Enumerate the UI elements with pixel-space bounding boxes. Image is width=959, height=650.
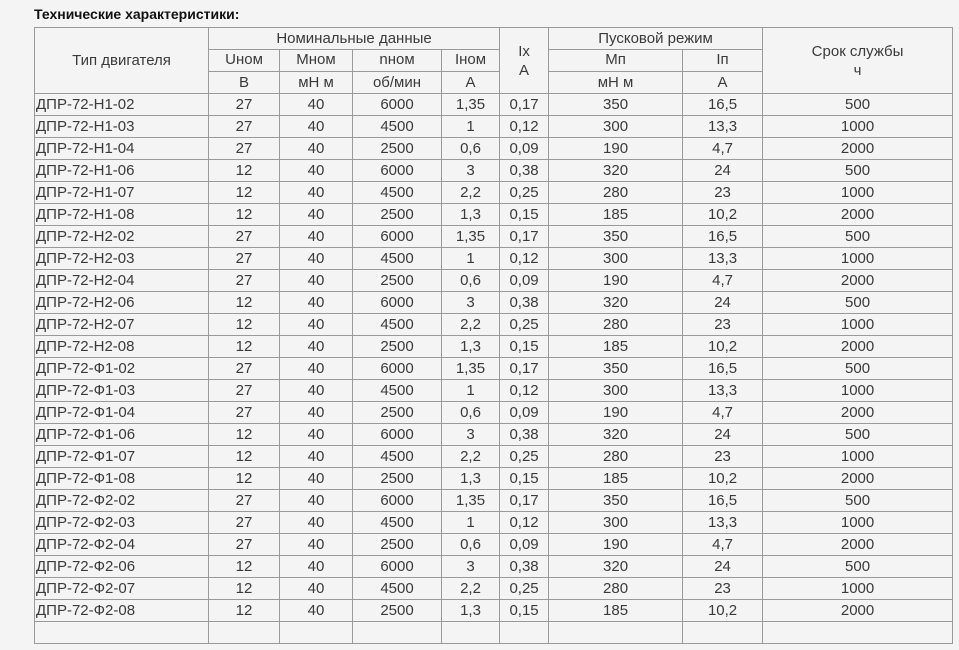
cell-n-nom: 2500: [353, 138, 442, 160]
cell-i-p: 23: [683, 314, 763, 336]
header-life: [763, 28, 953, 94]
cell-u-nom: 27: [209, 116, 280, 138]
cell-n-nom: 2500: [353, 204, 442, 226]
cell-life: 1000: [763, 314, 953, 336]
cell-m-nom: 40: [280, 424, 353, 446]
cell-n-nom: 4500: [353, 248, 442, 270]
cell-u-nom: 27: [209, 94, 280, 116]
cell-i-nom: 1,35: [442, 226, 500, 248]
cell-i-p: 16,5: [683, 94, 763, 116]
cell-i-p: 10,2: [683, 204, 763, 226]
cell-u-nom: 27: [209, 226, 280, 248]
cell-i-nom: 3: [442, 556, 500, 578]
cell-m-p: 280: [549, 578, 683, 600]
cell-m-nom: 40: [280, 138, 353, 160]
cell-u-nom: 12: [209, 182, 280, 204]
cell-n-nom: 6000: [353, 490, 442, 512]
cell-ix: 0,12: [500, 116, 549, 138]
cell-m-nom: 40: [280, 204, 353, 226]
footer-cell: [35, 622, 209, 644]
cell-n-nom: 6000: [353, 94, 442, 116]
cell-ix: 0,12: [500, 512, 549, 534]
cell-i-p: 16,5: [683, 358, 763, 380]
cell-ix: 0,25: [500, 182, 549, 204]
header-n-nom-unit: об/мин: [353, 72, 442, 94]
cell-ix: 0,15: [500, 600, 549, 622]
cell-m-p: 190: [549, 534, 683, 556]
cell-m-nom: 40: [280, 226, 353, 248]
cell-m-p: 280: [549, 314, 683, 336]
cell-type: ДПР-72-Н1-02: [35, 94, 209, 116]
cell-n-nom: 2500: [353, 534, 442, 556]
header-ix-name: Ix: [518, 42, 530, 60]
cell-m-p: 350: [549, 490, 683, 512]
cell-u-nom: 12: [209, 578, 280, 600]
footer-cell: [683, 622, 763, 644]
cell-m-nom: 40: [280, 358, 353, 380]
table-row: [35, 336, 953, 358]
cell-i-p: 23: [683, 578, 763, 600]
cell-n-nom: 4500: [353, 182, 442, 204]
cell-n-nom: 2500: [353, 600, 442, 622]
cell-i-p: 24: [683, 160, 763, 182]
cell-i-nom: 2,2: [442, 314, 500, 336]
cell-ix: 0,25: [500, 314, 549, 336]
cell-u-nom: 12: [209, 292, 280, 314]
cell-type: ДПР-72-Н2-08: [35, 336, 209, 358]
cell-u-nom: 27: [209, 358, 280, 380]
cell-ix: 0,17: [500, 226, 549, 248]
cell-m-nom: 40: [280, 314, 353, 336]
cell-n-nom: 6000: [353, 424, 442, 446]
cell-m-nom: 40: [280, 468, 353, 490]
cell-m-nom: 40: [280, 248, 353, 270]
cell-i-p: 16,5: [683, 226, 763, 248]
header-life-unit: ч: [853, 61, 862, 79]
cell-i-p: 24: [683, 292, 763, 314]
cell-ix: 0,15: [500, 336, 549, 358]
cell-u-nom: 27: [209, 248, 280, 270]
table-row: [35, 138, 953, 160]
cell-u-nom: 12: [209, 446, 280, 468]
cell-u-nom: 27: [209, 138, 280, 160]
cell-n-nom: 4500: [353, 446, 442, 468]
cell-i-p: 4,7: [683, 534, 763, 556]
table-row: [35, 424, 953, 446]
header-group-nominal: Номинальные данные: [209, 28, 500, 50]
cell-ix: 0,38: [500, 556, 549, 578]
cell-n-nom: 4500: [353, 578, 442, 600]
cell-type: ДПР-72-Ф1-07: [35, 446, 209, 468]
cell-ix: 0,09: [500, 534, 549, 556]
cell-life: 2000: [763, 336, 953, 358]
specs-table: [34, 27, 953, 644]
cell-u-nom: 12: [209, 424, 280, 446]
cell-n-nom: 6000: [353, 556, 442, 578]
cell-life: 500: [763, 424, 953, 446]
cell-ix: 0,12: [500, 380, 549, 402]
cell-i-p: 23: [683, 446, 763, 468]
footer-cell: [549, 622, 683, 644]
cell-life: 2000: [763, 270, 953, 292]
cell-i-nom: 2,2: [442, 182, 500, 204]
cell-type: ДПР-72-Н1-08: [35, 204, 209, 226]
cell-i-p: 10,2: [683, 468, 763, 490]
cell-life: 2000: [763, 138, 953, 160]
cell-i-p: 24: [683, 424, 763, 446]
cell-m-nom: 40: [280, 94, 353, 116]
cell-i-nom: 1,3: [442, 468, 500, 490]
cell-u-nom: 12: [209, 314, 280, 336]
cell-type: ДПР-72-Н2-02: [35, 226, 209, 248]
cell-ix: 0,15: [500, 468, 549, 490]
table-row: [35, 160, 953, 182]
cell-m-nom: 40: [280, 578, 353, 600]
cell-i-p: 13,3: [683, 248, 763, 270]
cell-m-p: 320: [549, 556, 683, 578]
cell-m-nom: 40: [280, 292, 353, 314]
cell-i-nom: 3: [442, 292, 500, 314]
cell-m-p: 190: [549, 138, 683, 160]
table-row: [35, 204, 953, 226]
cell-i-nom: 1: [442, 116, 500, 138]
cell-life: 1000: [763, 446, 953, 468]
cell-i-nom: 0,6: [442, 138, 500, 160]
cell-type: ДПР-72-Н2-03: [35, 248, 209, 270]
table-row: [35, 116, 953, 138]
cell-i-nom: 1: [442, 512, 500, 534]
cell-ix: 0,38: [500, 160, 549, 182]
cell-m-p: 320: [549, 160, 683, 182]
table-row: [35, 314, 953, 336]
page-title: Технические характеристики:: [34, 6, 240, 22]
cell-i-p: 4,7: [683, 138, 763, 160]
table-body: [35, 94, 953, 622]
cell-life: 1000: [763, 380, 953, 402]
cell-m-nom: 40: [280, 512, 353, 534]
cell-m-p: 350: [549, 94, 683, 116]
cell-m-p: 350: [549, 226, 683, 248]
cell-n-nom: 6000: [353, 358, 442, 380]
table-row: [35, 380, 953, 402]
cell-m-nom: 40: [280, 160, 353, 182]
header-ix: [500, 28, 549, 94]
cell-m-nom: 40: [280, 270, 353, 292]
cell-m-nom: 40: [280, 402, 353, 424]
cell-i-p: 13,3: [683, 380, 763, 402]
cell-life: 500: [763, 292, 953, 314]
header-ix-unit: A: [519, 61, 530, 79]
cell-type: ДПР-72-Н2-07: [35, 314, 209, 336]
cell-i-nom: 2,2: [442, 578, 500, 600]
cell-i-nom: 1,35: [442, 94, 500, 116]
cell-type: ДПР-72-Ф1-08: [35, 468, 209, 490]
cell-i-p: 4,7: [683, 402, 763, 424]
cell-life: 500: [763, 160, 953, 182]
cell-i-nom: 1,3: [442, 204, 500, 226]
cell-u-nom: 27: [209, 270, 280, 292]
cell-ix: 0,38: [500, 424, 549, 446]
cell-i-p: 13,3: [683, 116, 763, 138]
cell-type: ДПР-72-Ф2-08: [35, 600, 209, 622]
cell-i-nom: 2,2: [442, 446, 500, 468]
cell-life: 1000: [763, 512, 953, 534]
cell-u-nom: 27: [209, 512, 280, 534]
cell-life: 1000: [763, 248, 953, 270]
cell-type: ДПР-72-Ф2-06: [35, 556, 209, 578]
table-row: [35, 182, 953, 204]
cell-i-p: 16,5: [683, 490, 763, 512]
footer-cell: [442, 622, 500, 644]
cell-m-nom: 40: [280, 336, 353, 358]
cell-ix: 0,09: [500, 138, 549, 160]
cell-n-nom: 6000: [353, 226, 442, 248]
cell-u-nom: 27: [209, 534, 280, 556]
cell-life: 2000: [763, 468, 953, 490]
cell-n-nom: 2500: [353, 336, 442, 358]
cell-type: ДПР-72-Ф1-02: [35, 358, 209, 380]
cell-n-nom: 4500: [353, 116, 442, 138]
cell-u-nom: 27: [209, 490, 280, 512]
table-row: [35, 446, 953, 468]
cell-life: 500: [763, 490, 953, 512]
cell-i-nom: 0,6: [442, 402, 500, 424]
cell-life: 1000: [763, 116, 953, 138]
cell-ix: 0,25: [500, 578, 549, 600]
cell-i-nom: 1,3: [442, 336, 500, 358]
header-m-p-unit: мН м: [549, 72, 683, 94]
cell-i-nom: 3: [442, 160, 500, 182]
cell-m-nom: 40: [280, 490, 353, 512]
cell-m-p: 190: [549, 402, 683, 424]
cell-m-p: 185: [549, 468, 683, 490]
cell-ix: 0,17: [500, 358, 549, 380]
cell-life: 500: [763, 94, 953, 116]
cell-ix: 0,09: [500, 402, 549, 424]
table-row: [35, 402, 953, 424]
cell-m-p: 280: [549, 446, 683, 468]
cell-i-nom: 1,35: [442, 490, 500, 512]
cell-i-nom: 1: [442, 380, 500, 402]
cell-ix: 0,09: [500, 270, 549, 292]
cell-m-p: 185: [549, 204, 683, 226]
cell-type: ДПР-72-Ф2-04: [35, 534, 209, 556]
footer-cell: [280, 622, 353, 644]
footer-cell: [500, 622, 549, 644]
cell-i-p: 24: [683, 556, 763, 578]
header-i-p: Iп: [683, 50, 763, 72]
cell-ix: 0,12: [500, 248, 549, 270]
cell-ix: 0,17: [500, 490, 549, 512]
footer-cell: [353, 622, 442, 644]
cell-life: 1000: [763, 578, 953, 600]
cell-life: 500: [763, 556, 953, 578]
cell-type: ДПР-72-Ф2-03: [35, 512, 209, 534]
header-life-name: Срок службы: [811, 42, 904, 60]
cell-n-nom: 4500: [353, 512, 442, 534]
table-row: [35, 578, 953, 600]
table-row: [35, 358, 953, 380]
cell-i-nom: 0,6: [442, 534, 500, 556]
cell-n-nom: 2500: [353, 468, 442, 490]
cell-n-nom: 6000: [353, 292, 442, 314]
cell-i-p: 13,3: [683, 512, 763, 534]
cell-life: 2000: [763, 402, 953, 424]
cell-n-nom: 4500: [353, 380, 442, 402]
cell-u-nom: 12: [209, 160, 280, 182]
cell-i-nom: 1,3: [442, 600, 500, 622]
table-row: [35, 512, 953, 534]
header-type: Тип двигателя: [35, 28, 209, 94]
cell-type: ДПР-72-Ф2-07: [35, 578, 209, 600]
table-row: [35, 490, 953, 512]
cell-n-nom: 2500: [353, 270, 442, 292]
footer-cell: [763, 622, 953, 644]
header-row-1: [35, 28, 953, 50]
cell-i-nom: 1,35: [442, 358, 500, 380]
cell-m-p: 300: [549, 248, 683, 270]
cell-n-nom: 2500: [353, 402, 442, 424]
table-row: [35, 556, 953, 578]
header-i-nom: Iном: [442, 50, 500, 72]
cell-i-p: 10,2: [683, 336, 763, 358]
cell-m-p: 280: [549, 182, 683, 204]
cell-m-p: 185: [549, 600, 683, 622]
cell-ix: 0,25: [500, 446, 549, 468]
cell-n-nom: 6000: [353, 160, 442, 182]
cell-m-p: 350: [549, 358, 683, 380]
cell-u-nom: 27: [209, 380, 280, 402]
header-m-nom: Мном: [280, 50, 353, 72]
cell-m-p: 300: [549, 116, 683, 138]
cell-ix: 0,38: [500, 292, 549, 314]
table-row: [35, 226, 953, 248]
cell-i-nom: 0,6: [442, 270, 500, 292]
cell-i-p: 4,7: [683, 270, 763, 292]
cell-m-p: 185: [549, 336, 683, 358]
cell-u-nom: 27: [209, 402, 280, 424]
cell-life: 1000: [763, 182, 953, 204]
cell-u-nom: 12: [209, 600, 280, 622]
cell-type: ДПР-72-Н1-04: [35, 138, 209, 160]
table-row: [35, 600, 953, 622]
cell-n-nom: 4500: [353, 314, 442, 336]
cell-m-p: 320: [549, 424, 683, 446]
footer-cell: [209, 622, 280, 644]
table-row: [35, 248, 953, 270]
table-row: [35, 534, 953, 556]
header-i-nom-unit: A: [442, 72, 500, 94]
table-row: [35, 94, 953, 116]
cell-i-p: 23: [683, 182, 763, 204]
cell-type: ДПР-72-Н1-03: [35, 116, 209, 138]
cell-m-nom: 40: [280, 116, 353, 138]
cell-type: ДПР-72-Ф1-06: [35, 424, 209, 446]
cell-u-nom: 12: [209, 556, 280, 578]
cell-u-nom: 12: [209, 336, 280, 358]
table-row: [35, 468, 953, 490]
cell-type: ДПР-72-Ф1-03: [35, 380, 209, 402]
cell-m-nom: 40: [280, 556, 353, 578]
cell-m-p: 300: [549, 512, 683, 534]
cell-i-p: 10,2: [683, 600, 763, 622]
table-footer-row: [35, 622, 953, 644]
cell-m-nom: 40: [280, 534, 353, 556]
cell-life: 2000: [763, 534, 953, 556]
header-m-nom-unit: мН м: [280, 72, 353, 94]
table-row: [35, 270, 953, 292]
cell-type: ДПР-72-Н2-06: [35, 292, 209, 314]
cell-type: ДПР-72-Н1-07: [35, 182, 209, 204]
header-group-start: Пусковой режим: [549, 28, 763, 50]
cell-life: 2000: [763, 600, 953, 622]
cell-life: 2000: [763, 204, 953, 226]
cell-type: ДПР-72-Ф1-04: [35, 402, 209, 424]
cell-m-nom: 40: [280, 182, 353, 204]
cell-life: 500: [763, 226, 953, 248]
cell-i-nom: 3: [442, 424, 500, 446]
header-m-p: Мп: [549, 50, 683, 72]
cell-type: ДПР-72-Н1-06: [35, 160, 209, 182]
header-u-nom: Uном: [209, 50, 280, 72]
cell-u-nom: 12: [209, 468, 280, 490]
cell-m-p: 190: [549, 270, 683, 292]
cell-life: 500: [763, 358, 953, 380]
cell-m-nom: 40: [280, 600, 353, 622]
cell-type: ДПР-72-Н2-04: [35, 270, 209, 292]
cell-m-nom: 40: [280, 446, 353, 468]
cell-m-p: 320: [549, 292, 683, 314]
header-u-nom-unit: B: [209, 72, 280, 94]
cell-i-nom: 1: [442, 248, 500, 270]
cell-u-nom: 12: [209, 204, 280, 226]
header-i-p-unit: A: [683, 72, 763, 94]
table-row: [35, 292, 953, 314]
header-n-nom: nном: [353, 50, 442, 72]
cell-m-p: 300: [549, 380, 683, 402]
cell-m-nom: 40: [280, 380, 353, 402]
cell-ix: 0,17: [500, 94, 549, 116]
cell-ix: 0,15: [500, 204, 549, 226]
cell-type: ДПР-72-Ф2-02: [35, 490, 209, 512]
